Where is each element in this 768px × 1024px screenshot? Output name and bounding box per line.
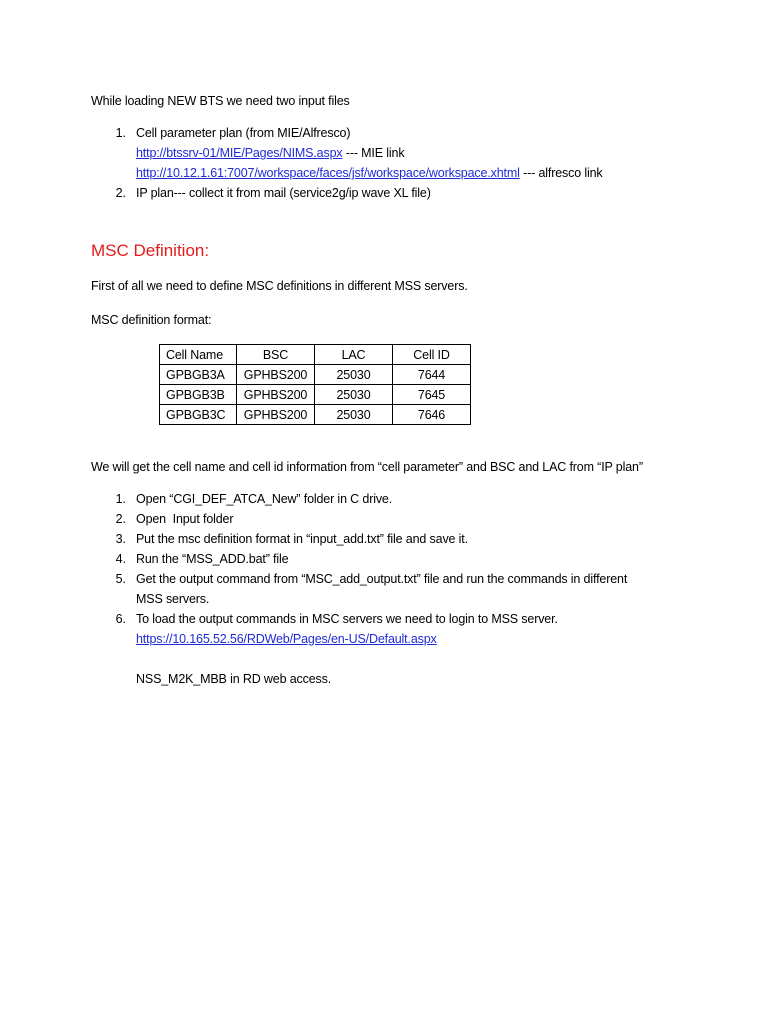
step-6: To load the output commands in MSC servers we need to login to MSS server. (136, 612, 558, 626)
input-list-number-2: 2. (115, 186, 126, 200)
rdweb-link-line (136, 629, 437, 649)
input-list-item-ip-plan: IP plan--- collect it from mail (service2g/ip wave XL file) (136, 186, 431, 200)
table-cell: GPBGB3C (160, 405, 237, 425)
mie-link-line (136, 143, 404, 163)
step-number-5: 5. (115, 572, 126, 586)
access-note: NSS_M2K_MBB in RD web access. (136, 672, 332, 686)
step-1: Open “CGI_DEF_ATCA_New” folder in C drive. (136, 492, 393, 506)
table-cell: GPHBS200 (237, 385, 315, 405)
section-heading: MSC Definition: (91, 241, 210, 260)
step-4: Run the “MSS_ADD.bat” file (136, 552, 289, 566)
step-number-2: 2. (115, 512, 126, 526)
step-5-continued: MSS servers. (136, 592, 210, 606)
intro-text: While loading NEW BTS we need two input files (91, 94, 350, 108)
table-cell: 7646 (393, 405, 471, 425)
alfresco-link-suffix: --- alfresco link (519, 166, 603, 180)
table-cell: GPHBS200 (237, 365, 315, 385)
input-list-item-cell-parameter: Cell parameter plan (from MIE/Alfresco) (136, 126, 351, 140)
table-cell: 25030 (315, 365, 393, 385)
first-paragraph: First of all we need to define MSC definitions in different MSS servers. (91, 279, 468, 293)
table-header-cell: Cell ID (393, 345, 471, 365)
table-header-cell: BSC (237, 345, 315, 365)
msc-definition-table (159, 344, 471, 425)
step-2: Open Input folder (136, 512, 234, 526)
table-cell: GPHBS200 (237, 405, 315, 425)
table-cell: 25030 (315, 405, 393, 425)
step-3: Put the msc definition format in “input_add.txt” file and save it. (136, 532, 468, 546)
step-5: Get the output command from “MSC_add_output.txt” file and run the commands in different (136, 572, 628, 586)
rdweb-link[interactable]: https://10.165.52.56/RDWeb/Pages/en-US/Default.aspx (136, 632, 437, 646)
table-row (160, 405, 471, 425)
step-number-3: 3. (115, 532, 126, 546)
table-cell: GPBGB3B (160, 385, 237, 405)
step-number-1: 1. (115, 492, 126, 506)
table-row (160, 385, 471, 405)
alfresco-link[interactable]: http://10.12.1.61:7007/workspace/faces/jsf/workspace/workspace.xhtml (136, 166, 520, 180)
mie-link-suffix: --- MIE link (342, 146, 405, 160)
table-header-row (160, 345, 471, 365)
step-number-6: 6. (115, 612, 126, 626)
table-cell: 7644 (393, 365, 471, 385)
input-list-number-1: 1. (115, 126, 126, 140)
table-cell: GPBGB3A (160, 365, 237, 385)
table-header-cell: Cell Name (160, 345, 237, 365)
table-cell: 25030 (315, 385, 393, 405)
format-label: MSC definition format: (91, 313, 212, 327)
table-cell: 7645 (393, 385, 471, 405)
table-row (160, 365, 471, 385)
source-note: We will get the cell name and cell id information from “cell parameter” and BSC and LAC from “IP plan” (91, 460, 643, 474)
step-number-4: 4. (115, 552, 126, 566)
mie-link[interactable]: http://btssrv-01/MIE/Pages/NIMS.aspx (136, 146, 343, 160)
alfresco-link-line (136, 163, 603, 183)
table-header-cell: LAC (315, 345, 393, 365)
